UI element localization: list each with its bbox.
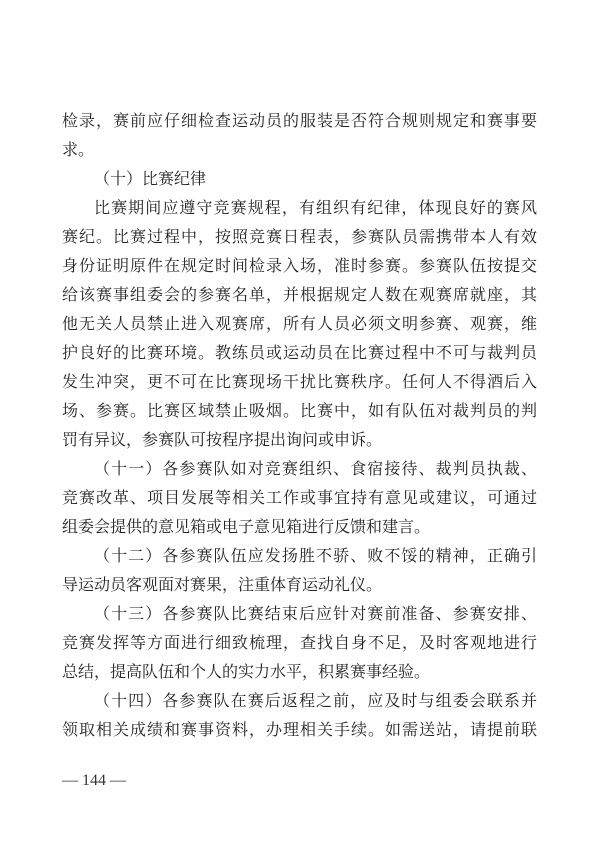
text-line: 竞赛改革、项目发展等相关工作或事宜持有意见或建议，可通过 xyxy=(62,490,537,507)
text-line: 护良好的比赛环境。教练员或运动员在比赛过程中不可与裁判员 xyxy=(62,345,537,362)
text-line: 检录，赛前应仔细检查运动员的服装是否符合规则规定和赛事要 xyxy=(62,113,537,130)
text-line: （十四）各参赛队在赛后返程之前，应及时与组委会联系并 xyxy=(94,693,537,710)
text-line: （十二）各参赛队伍应发扬胜不骄、败不馁的精神，正确引 xyxy=(94,548,537,565)
text-line: 罚有异议，参赛队可按程序提出询问或申诉。 xyxy=(62,432,383,449)
text-line: 总结，提高队伍和个人的实力水平，积累赛事经验。 xyxy=(62,664,431,681)
text-line: 领取相关成绩和赛事资料，办理相关手续。如需送站，请提前联 xyxy=(62,722,537,739)
text-line: （十三）各参赛队比赛结束后应针对赛前准备、参赛安排、 xyxy=(94,606,537,623)
text-line: 竞赛发挥等方面进行细致梳理，查找自身不足，及时客观地进行 xyxy=(62,635,537,652)
text-line: 给该赛事组委会的参赛名单，并根据规定人数在观赛席就座，其 xyxy=(62,287,537,304)
text-line: 求。 xyxy=(62,142,95,159)
text-line: 组委会提供的意见箱或电子意见箱进行反馈和建言。 xyxy=(62,519,431,536)
text-line: 他无关人员禁止进入观赛席，所有人员必须文明参赛、观赛，维 xyxy=(62,316,537,333)
section-heading: （十）比赛纪律 xyxy=(94,171,207,188)
text-line: 赛纪。比赛过程中，按照竞赛日程表，参赛队员需携带本人有效 xyxy=(62,229,537,246)
text-line: （十一）各参赛队如对竞赛组织、食宿接待、裁判员执裁、 xyxy=(94,461,537,478)
text-line: 场、参赛。比赛区域禁止吸烟。比赛中，如有队伍对裁判员的判 xyxy=(62,403,537,420)
text-line: 身份证明原件在规定时间检录入场，准时参赛。参赛队伍按提交 xyxy=(62,258,537,275)
page-number: — 144 — xyxy=(62,772,126,789)
body-text xyxy=(62,107,537,745)
text-line: 发生冲突，更不可在比赛现场干扰比赛秩序。任何人不得酒后入 xyxy=(62,374,537,391)
text-line: 比赛期间应遵守竞赛规程，有组织有纪律，体现良好的赛风 xyxy=(94,200,537,217)
text-line: 导运动员客观面对赛果，注重体育运动礼仪。 xyxy=(62,577,383,594)
